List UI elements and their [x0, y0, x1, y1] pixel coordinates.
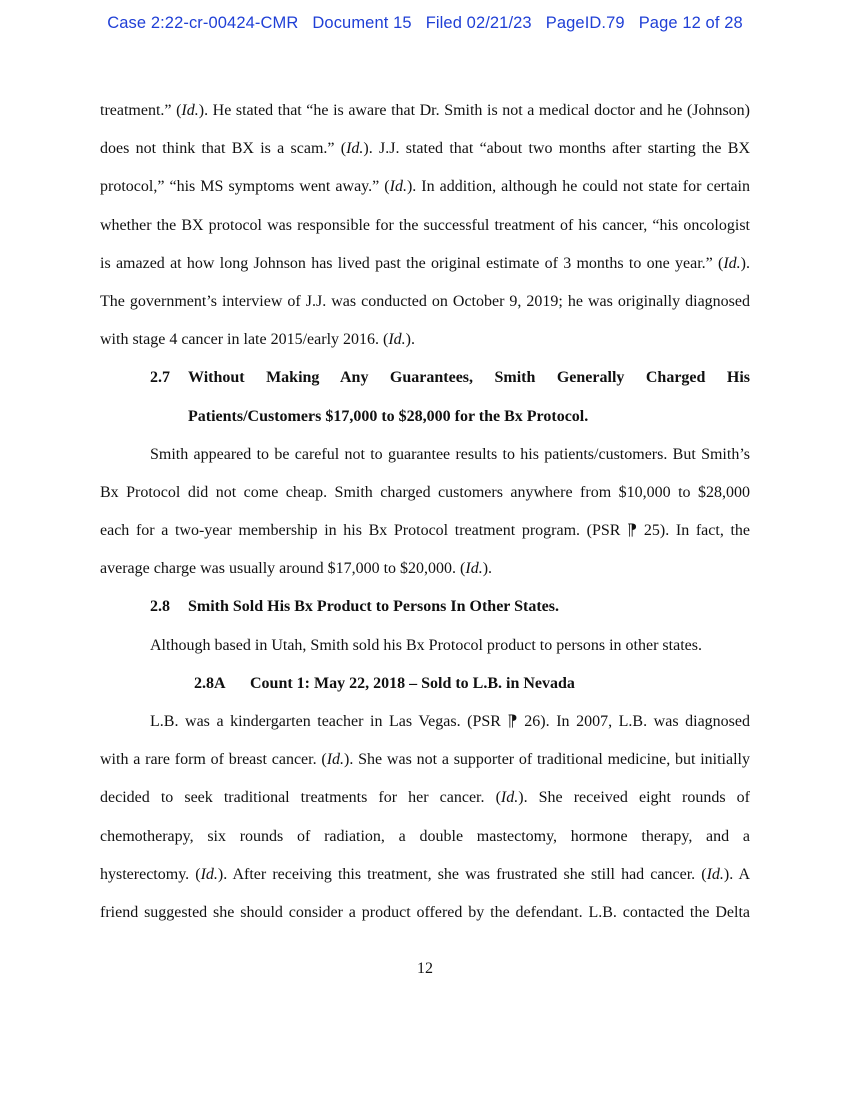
text-line: average charge was usually around $17,000 to $20,000. (Id.). — [100, 560, 493, 578]
citation-id: Id. — [706, 865, 724, 883]
text-line: treatment.” (Id.). He stated that “he is aware that Dr. Smith is not a medical doctor and he (Johnson) — [100, 102, 751, 119]
paragraph-other-states: Although based in Utah, Smith sold his Bx Protocol product to persons in other states. — [150, 636, 702, 654]
paragraph-charges — [100, 436, 750, 589]
heading-text: Count 1: May 22, 2018 – Sold to L.B. in Nevada — [250, 674, 575, 692]
text-line: protocol,” “his MS symptoms went away.” (Id.). In addition, although he could not state for certain — [100, 178, 750, 196]
citation-id: Id. — [181, 102, 199, 119]
heading-number: 2.8 — [150, 598, 170, 616]
heading-line — [100, 359, 750, 397]
text-line: chemotherapy, six rounds of radiation, a double mastectomy, hormone therapy, and a — [100, 827, 750, 845]
case-number: Case 2:22-cr-00424-CMR — [107, 14, 299, 32]
citation-id: Id. — [723, 254, 741, 272]
document-number: Document 15 — [312, 14, 412, 32]
text-line: is amazed at how long Johnson has lived past the original estimate of 3 months to one year.” (Id.). — [100, 254, 750, 272]
filed-date: Filed 02/21/23 — [425, 14, 532, 32]
text-line: each for a two-year membership in his Bx Protocol treatment program. (PSR ⁋ 25). In fact, the — [100, 522, 750, 540]
citation-id: Id. — [500, 789, 519, 807]
heading-text: Smith Sold His Bx Product to Persons In Other States. — [188, 598, 559, 616]
text-line: friend suggested she should consider a product offered by the defendant. L.B. contacted the Delta — [100, 903, 750, 921]
heading-number: 2.7 — [150, 369, 170, 387]
text-line: with a rare form of breast cancer. (Id.). She was not a supporter of traditional medicine, but initially — [100, 751, 750, 769]
paragraph-lb — [100, 703, 750, 932]
citation-id: Id. — [389, 178, 407, 196]
text-line: Bx Protocol did not come cheap. Smith charged customers anywhere from $10,000 to $28,000 — [100, 483, 750, 501]
section-heading-2-8a — [100, 665, 750, 703]
page-of-total: Page 12 of 28 — [638, 14, 743, 32]
text-line: hysterectomy. (Id.). After receiving this treatment, she was frustrated she still had cancer. (Id.). A — [100, 865, 751, 883]
document-body — [100, 92, 750, 932]
text-line: The government’s interview of J.J. was conducted on October 9, 2019; he was originally diagnosed — [100, 292, 750, 310]
paragraph-jj-interview — [100, 92, 750, 359]
heading-text: Without Making Any Guarantees, Smith Generally Charged His — [188, 369, 750, 387]
citation-id: Id. — [388, 331, 406, 349]
text-line: does not think that BX is a scam.” (Id.). J.J. stated that “about two months after starting the BX — [100, 140, 750, 158]
citation-id: Id. — [465, 560, 483, 578]
text-line: whether the BX protocol was responsible for the successful treatment of his cancer, “his oncologist — [100, 216, 750, 234]
page-id: PageID.79 — [545, 14, 625, 32]
citation-id: Id. — [346, 140, 364, 158]
text-line: decided to seek traditional treatments for her cancer. (Id.). She received eight rounds of — [100, 789, 750, 807]
text-line: L.B. was a kindergarten teacher in Las Vegas. (PSR ⁋ 26). In 2007, L.B. was diagnosed — [150, 713, 750, 730]
citation-id: Id. — [200, 865, 218, 883]
text-line: Smith appeared to be careful not to guarantee results to his patients/customers. But Smith’s — [150, 445, 750, 463]
citation-id: Id. — [326, 751, 345, 769]
section-heading-2-8 — [100, 588, 750, 626]
ecf-header — [0, 14, 850, 33]
page-number: 12 — [417, 960, 433, 977]
section-heading-2-7 — [100, 359, 750, 435]
heading-line: Patients/Customers $17,000 to $28,000 for the Bx Protocol. — [188, 407, 589, 425]
text-line: with stage 4 cancer in late 2015/early 2016. (Id.). — [100, 331, 415, 349]
heading-number: 2.8A — [194, 674, 226, 692]
